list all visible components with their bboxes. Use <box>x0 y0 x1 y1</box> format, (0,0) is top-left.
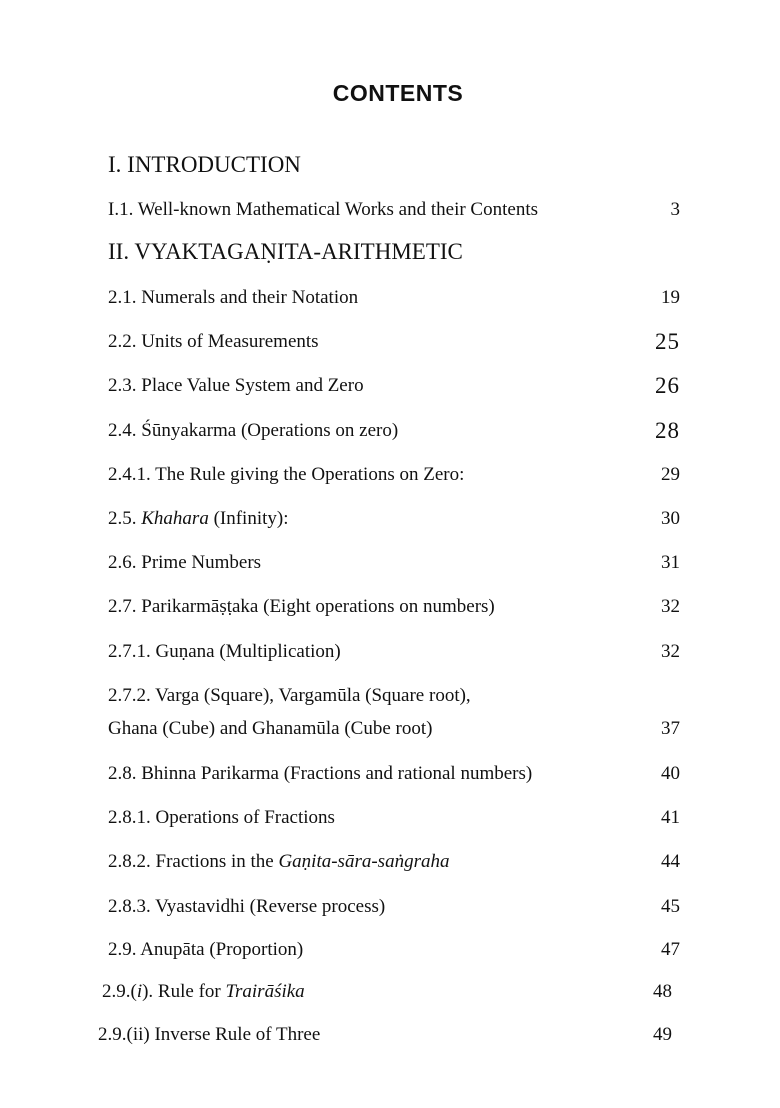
text-segment: 2.8.2. Fractions in the <box>108 851 279 872</box>
entry-title <box>108 714 432 744</box>
text-segment: 2.7.2. Varga (Square), Vargamūla (Square root), <box>108 685 471 706</box>
text-segment: 2.4. Śūnyakarma (Operations on zero) <box>108 420 399 441</box>
entry-title <box>108 592 495 622</box>
italic-text: Khahara <box>141 508 209 529</box>
entry-title <box>108 460 464 490</box>
page-number: 45 <box>661 896 680 917</box>
entry-title <box>108 327 319 357</box>
entry-title <box>108 681 471 711</box>
toc-entry <box>0 504 780 534</box>
toc-entry <box>0 548 780 578</box>
text-segment: ). Rule for <box>142 981 226 1002</box>
text-segment: 2.8.3. Vyastavidhi (Reverse process) <box>108 896 386 917</box>
page-number: 49 <box>653 1024 672 1045</box>
italic-text: Gaṇita-sāra-saṅgraha <box>278 851 450 872</box>
entry-title <box>108 504 289 534</box>
page-number: 30 <box>661 508 680 529</box>
text-segment: 2.7. Parikarmāṣṭaka (Eight operations on numbers) <box>108 596 495 617</box>
toc-entry <box>0 681 780 711</box>
text-segment: 2.8. Bhinna Parikarma (Fractions and rational numbers) <box>108 763 533 784</box>
text-segment: 2.9.( <box>102 981 137 1002</box>
page-number: 41 <box>661 807 680 828</box>
text-segment: II. VYAKTAGAṆITA-ARITHMETIC <box>108 239 463 264</box>
text-segment: I. INTRODUCTION <box>108 152 301 177</box>
page-number: 48 <box>653 981 672 1002</box>
page-number: 26 <box>655 373 680 398</box>
toc-entry <box>0 371 780 401</box>
entry-title <box>108 283 358 313</box>
text-segment: 2.3. Place Value System and Zero <box>108 375 364 396</box>
entry-title <box>108 548 261 578</box>
toc-entry <box>0 416 780 446</box>
entry-title <box>108 637 341 667</box>
text-segment: 2.9. Anupāta (Proportion) <box>108 939 304 960</box>
text-segment: (Infinity): <box>208 508 289 529</box>
text-segment: 2.5. <box>108 508 142 529</box>
page-number: 37 <box>661 718 680 739</box>
entry-title <box>108 150 301 180</box>
toc-entry <box>0 1020 780 1050</box>
entry-title <box>108 195 538 225</box>
toc-entry <box>0 714 780 744</box>
text-segment: 2.7.1. Guṇana (Multiplication) <box>108 641 341 662</box>
entry-title <box>108 759 532 789</box>
page-number: 29 <box>661 464 680 485</box>
text-segment: I.1. Well-known Mathematical Works and their Contents <box>108 199 538 220</box>
text-segment: Ghana (Cube) and Ghanamūla (Cube root) <box>108 718 433 739</box>
page-number: 47 <box>661 939 680 960</box>
toc-entry <box>0 935 780 965</box>
toc-entry <box>0 977 780 1007</box>
page-number: 32 <box>661 596 680 617</box>
text-segment: 2.2. Units of Measurements <box>108 331 319 352</box>
toc-entry <box>0 847 780 877</box>
page-number: 28 <box>655 418 680 443</box>
entry-title <box>108 371 364 401</box>
section-heading <box>0 150 780 180</box>
page-number: 40 <box>661 763 680 784</box>
toc-entry <box>0 283 780 313</box>
page-number: 44 <box>661 851 680 872</box>
entry-title <box>108 847 449 877</box>
italic-text: i <box>136 981 143 1002</box>
entry-title <box>98 1020 320 1050</box>
toc-entry <box>0 460 780 490</box>
toc-entry <box>0 759 780 789</box>
toc-entry <box>0 195 780 225</box>
italic-text: Trairāśika <box>225 981 305 1002</box>
entry-title <box>108 803 335 833</box>
entry-title <box>108 892 385 922</box>
page-number: 25 <box>655 329 680 354</box>
entry-title <box>108 237 463 267</box>
toc-entry <box>0 637 780 667</box>
page-number: 31 <box>661 552 680 573</box>
page-number: 32 <box>661 641 680 662</box>
text-segment: 2.1. Numerals and their Notation <box>108 287 359 308</box>
text-segment: 2.6. Prime Numbers <box>108 552 262 573</box>
text-segment: 2.4.1. The Rule giving the Operations on Zero: <box>108 464 465 485</box>
toc-entry <box>0 592 780 622</box>
toc-entry <box>0 803 780 833</box>
section-heading <box>0 237 780 267</box>
toc-entry <box>0 327 780 357</box>
entry-title <box>108 935 303 965</box>
page-number: 19 <box>661 287 680 308</box>
entry-title <box>102 977 305 1007</box>
entry-title <box>108 416 398 446</box>
text-segment: 2.9.(ii) Inverse Rule of Three <box>98 1024 321 1045</box>
page-number: 3 <box>670 199 680 220</box>
toc-entry <box>0 892 780 922</box>
text-segment: 2.8.1. Operations of Fractions <box>108 807 335 828</box>
page-title: CONTENTS <box>332 80 464 106</box>
